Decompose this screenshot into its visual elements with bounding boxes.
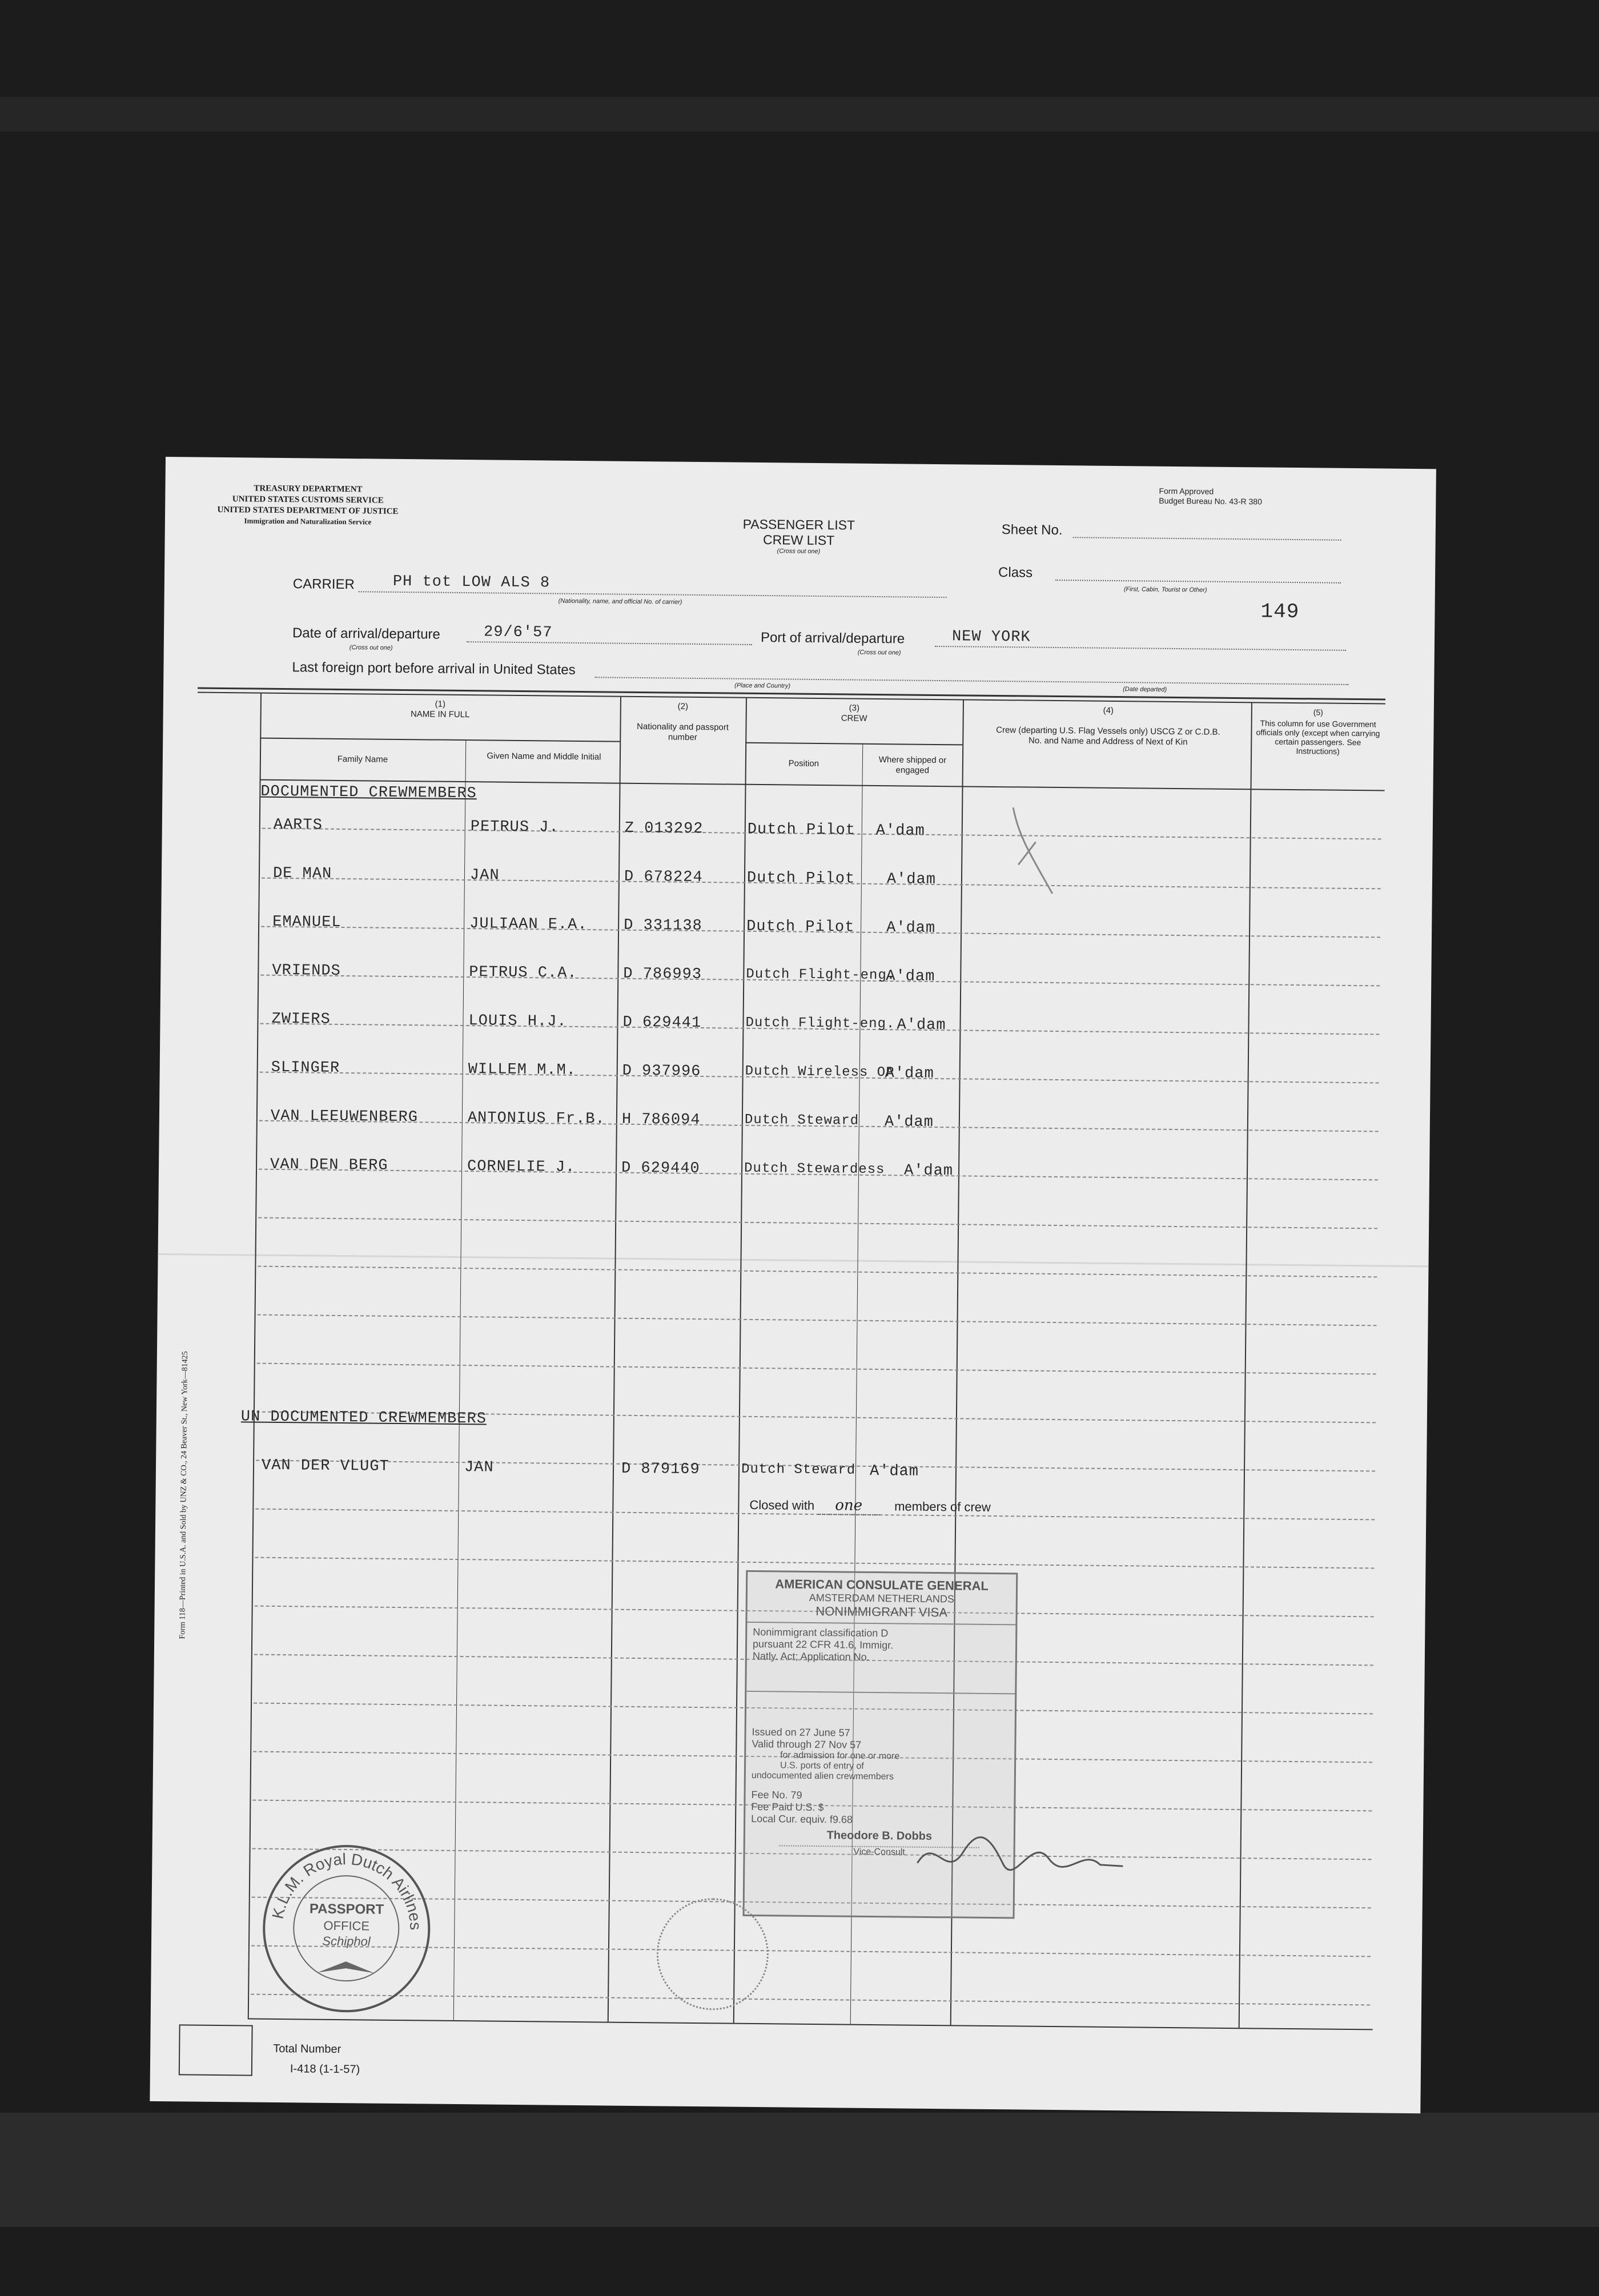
given-name-header: Given Name and Middle Initial: [487, 751, 601, 762]
crew-passport: H 786094: [621, 1111, 701, 1129]
crew-given-name: LOUIS H.J.: [468, 1012, 567, 1031]
seal-line-2: OFFICE: [323, 1918, 370, 1933]
crew-position: Dutch Pilot: [746, 869, 855, 888]
class-label: Class: [998, 565, 1033, 581]
form-approved-label: Form Approved: [1159, 486, 1214, 496]
crew-passport: Z 013292: [624, 819, 704, 838]
passenger-list-title: PASSENGER LIST: [742, 516, 855, 533]
shipped-header: Where shipped or engaged: [878, 755, 947, 775]
crew-passport: D 678224: [624, 868, 703, 887]
crew-position: Dutch Pilot: [747, 821, 856, 839]
arrival-hint: (Cross out one): [349, 644, 393, 652]
col-1-left: [248, 694, 262, 2018]
crew-passport: D 629441: [622, 1014, 702, 1032]
klm-passport-office-seal: [262, 1844, 431, 2013]
col-5-title: This column for use Government officials only (except when carrying certain passengers. See Instructions): [1256, 718, 1380, 756]
crew-shipped: A'dam: [885, 1065, 934, 1083]
carrier-hint: (Nationality, name, and official No. of carrier): [558, 597, 682, 606]
crew-given-name: CORNELIE J.: [467, 1158, 576, 1176]
total-number-label: Total Number: [273, 2042, 342, 2056]
seal-line-3: Schiphol: [322, 1933, 371, 1949]
seal-line-1: PASSPORT: [309, 1901, 384, 1917]
list-title: [730, 516, 867, 555]
film-backdrop-top: [0, 97, 1599, 131]
crew-shipped: A'dam: [869, 1462, 919, 1481]
crew-shipped: A'dam: [884, 1113, 934, 1131]
crew-family-name: EMANUEL: [272, 913, 342, 931]
closing-suffix: members of crew: [894, 1499, 991, 1514]
class-hint: (First, Cabin, Tourist or Other): [1123, 586, 1207, 594]
form-approved: [1159, 486, 1262, 507]
stamp-line-3: NONIMMIGRANT VISA: [747, 1603, 1015, 1626]
stamp-consul-name: Theodore B. Dobbs: [826, 1829, 933, 1843]
fold-crease: [158, 1253, 1429, 1267]
port-value: NEW YORK: [951, 628, 1031, 646]
crew-given-name: JULIAAN E.A.: [469, 915, 588, 934]
page-number: 149: [1260, 600, 1300, 624]
stamp-line-6: Natly. Act; Application No.: [746, 1650, 1015, 1695]
class-line: [1055, 580, 1341, 584]
arrival-line: [467, 641, 752, 645]
col-5-number: (5): [1313, 707, 1323, 717]
stamp-line-2: AMSTERDAM NETHERLANDS: [809, 1591, 954, 1605]
row-guide: [258, 1266, 1377, 1278]
place-hint: (Place and Country): [734, 682, 791, 690]
family-name-header: Family Name: [337, 754, 388, 765]
crew-position: Dutch Wireless OP: [745, 1063, 895, 1081]
crew-family-name: DE MAN: [272, 864, 332, 883]
port-line: [935, 646, 1346, 651]
agency-header: [182, 482, 434, 527]
crew-given-name: ANTONIUS Fr.B.: [467, 1109, 605, 1128]
crew-family-name: AARTS: [273, 816, 323, 834]
agency-line-2: UNITED STATES CUSTOMS SERVICE: [232, 494, 384, 505]
stamp-purpose-1: for admission for one or more: [780, 1750, 900, 1762]
closing-note: [749, 1496, 991, 1515]
crew-passport: D 331138: [624, 916, 702, 935]
crew-passport: D 786993: [623, 965, 702, 984]
row-guide: [257, 1363, 1376, 1375]
crew-family-name: SLINGER: [271, 1059, 340, 1077]
stamp-purpose-3: undocumented alien crewmembers: [751, 1770, 894, 1782]
col-1-subrule: [260, 738, 620, 742]
stamp-line-5: pursuant 22 CFR 41.6, Immigr.: [752, 1638, 894, 1651]
crew-given-name: PETRUS C.A.: [469, 964, 577, 982]
col-3-number: (3): [849, 703, 860, 713]
carrier-value: PH tot LOW ALS 8: [392, 573, 551, 592]
documented-section-heading: DOCUMENTED CREWMEMBERS: [260, 783, 477, 803]
crew-passport: D 937996: [622, 1062, 701, 1081]
col-4-number: (4): [1103, 705, 1114, 715]
stamp-fee-paid: Fee Paid U.S. $: [751, 1800, 824, 1814]
arrival-value: 29/6'57: [483, 624, 553, 642]
col-1-number: (1): [435, 699, 446, 709]
col-3-title: CREW: [841, 713, 867, 723]
crew-passport: D 879169: [621, 1460, 700, 1479]
crew-position: Dutch Steward: [741, 1461, 856, 1478]
budget-bureau-number: Budget Bureau No. 43-R 380: [1159, 496, 1262, 506]
crew-given-name: WILLEM M.M.: [468, 1061, 577, 1079]
row-guide: [258, 1217, 1377, 1229]
crew-shipped: A'dam: [886, 919, 936, 937]
agency-line-3: UNITED STATES DEPARTMENT OF JUSTICE: [217, 505, 399, 516]
sheet-no-line: [1073, 537, 1341, 541]
date-departed-hint: (Date departed): [1123, 686, 1167, 693]
stamp-purpose-2: U.S. ports of entry of: [780, 1760, 864, 1771]
row-guide: [255, 1557, 1374, 1569]
crew-family-name: VAN DER VLUGT: [261, 1457, 389, 1475]
col-family-given-divider: [453, 739, 467, 2020]
stamp-issued: Issued on 27 June 57: [752, 1726, 850, 1739]
consul-signature: [911, 1823, 1129, 1888]
col-2-title: Nationality and passport number: [636, 721, 729, 742]
col-2-number: (2): [677, 701, 689, 711]
printer-side-text: Form 118—Printed in U.S.A. and Sold by UNZ & CO., 24 Beaver St., New York—81425: [178, 1351, 190, 1639]
col-1-title: NAME IN FULL: [410, 709, 470, 720]
col-5-left: [1239, 703, 1252, 2028]
table-bottom-rule: [248, 2018, 1373, 2030]
crew-list-title: CREW LIST: [762, 532, 835, 548]
position-header: Position: [788, 758, 819, 769]
crew-given-name: PETRUS J.: [470, 818, 559, 837]
agency-line-4: Immigration and Naturalization Service: [244, 516, 372, 526]
consular-dry-seal: [656, 1897, 769, 2010]
stamp-line-1: AMERICAN CONSULATE GENERAL: [775, 1577, 989, 1593]
sheet-no-label: Sheet No.: [1001, 522, 1063, 538]
crew-family-name: ZWIERS: [271, 1010, 331, 1028]
crew-shipped: A'dam: [886, 968, 935, 986]
crew-shipped: A'dam: [875, 822, 925, 840]
stamp-line-4: Nonimmigrant classification D: [753, 1626, 889, 1639]
arrival-label: Date of arrival/departure: [292, 625, 440, 642]
row-guide: [258, 1314, 1377, 1326]
crew-position: Dutch Stewardess: [744, 1160, 885, 1178]
closing-count: one: [818, 1497, 879, 1515]
crew-shipped: A'dam: [903, 1162, 954, 1180]
crew-shipped: A'dam: [886, 871, 937, 888]
crew-passport: D 629440: [621, 1159, 700, 1178]
crew-list-form: [150, 457, 1436, 2113]
last-port-label: Last foreign port before arrival in United States: [292, 660, 576, 678]
film-backdrop-bottom: [0, 2113, 1599, 2227]
form-number: I-418 (1-1-57): [290, 2062, 360, 2076]
col-2-left: [608, 697, 621, 2022]
list-cross-hint: (Cross out one): [777, 548, 821, 556]
crew-position: Dutch Steward: [744, 1112, 859, 1129]
closing-prefix: Closed with: [749, 1497, 815, 1513]
crew-position: Dutch Pilot: [746, 918, 855, 936]
port-label: Port of arrival/departure: [760, 630, 905, 647]
crew-shipped: A'dam: [897, 1016, 946, 1035]
crew-family-name: VRIENDS: [272, 962, 341, 980]
last-port-line: [594, 677, 1348, 685]
svg-text:K.L.M. Royal Dutch Airlines: K.L.M. Royal Dutch Airlines: [268, 1850, 425, 1931]
stamp-fee-no: Fee No. 79: [751, 1788, 802, 1801]
col-3-subrule: [745, 742, 962, 746]
total-number-box: [179, 2024, 253, 2076]
carrier-label: CARRIER: [292, 576, 355, 593]
stamp-local-currency: Local Cur. equiv. f9.68: [751, 1812, 853, 1825]
crew-given-name: JAN: [469, 867, 500, 884]
agency-line-1: TREASURY DEPARTMENT: [254, 484, 363, 494]
stamp-consul-title: Vice-Consult: [780, 1845, 979, 1858]
handwritten-check-mark: [1001, 802, 1071, 899]
crew-family-name: VAN DEN BERG: [270, 1156, 388, 1175]
carrier-line: [359, 591, 947, 598]
crew-family-name: VAN LEEUWENBERG: [270, 1107, 419, 1127]
stamp-valid: Valid through 27 Nov 57: [752, 1738, 862, 1751]
crew-position: Dutch Flight-eng.: [745, 1015, 895, 1032]
undocumented-section-heading: UN DOCUMENTED CREWMEMBERS: [240, 1408, 487, 1428]
crew-given-name: JAN: [464, 1459, 494, 1477]
crew-position: Dutch Flight-eng.: [746, 966, 896, 984]
col-4-title: Crew (departing U.S. Flag Vessels only) USCG Z or C.D.B. No. and Name and Address of Next of Kin: [996, 725, 1220, 747]
port-hint: (Cross out one): [857, 649, 901, 657]
